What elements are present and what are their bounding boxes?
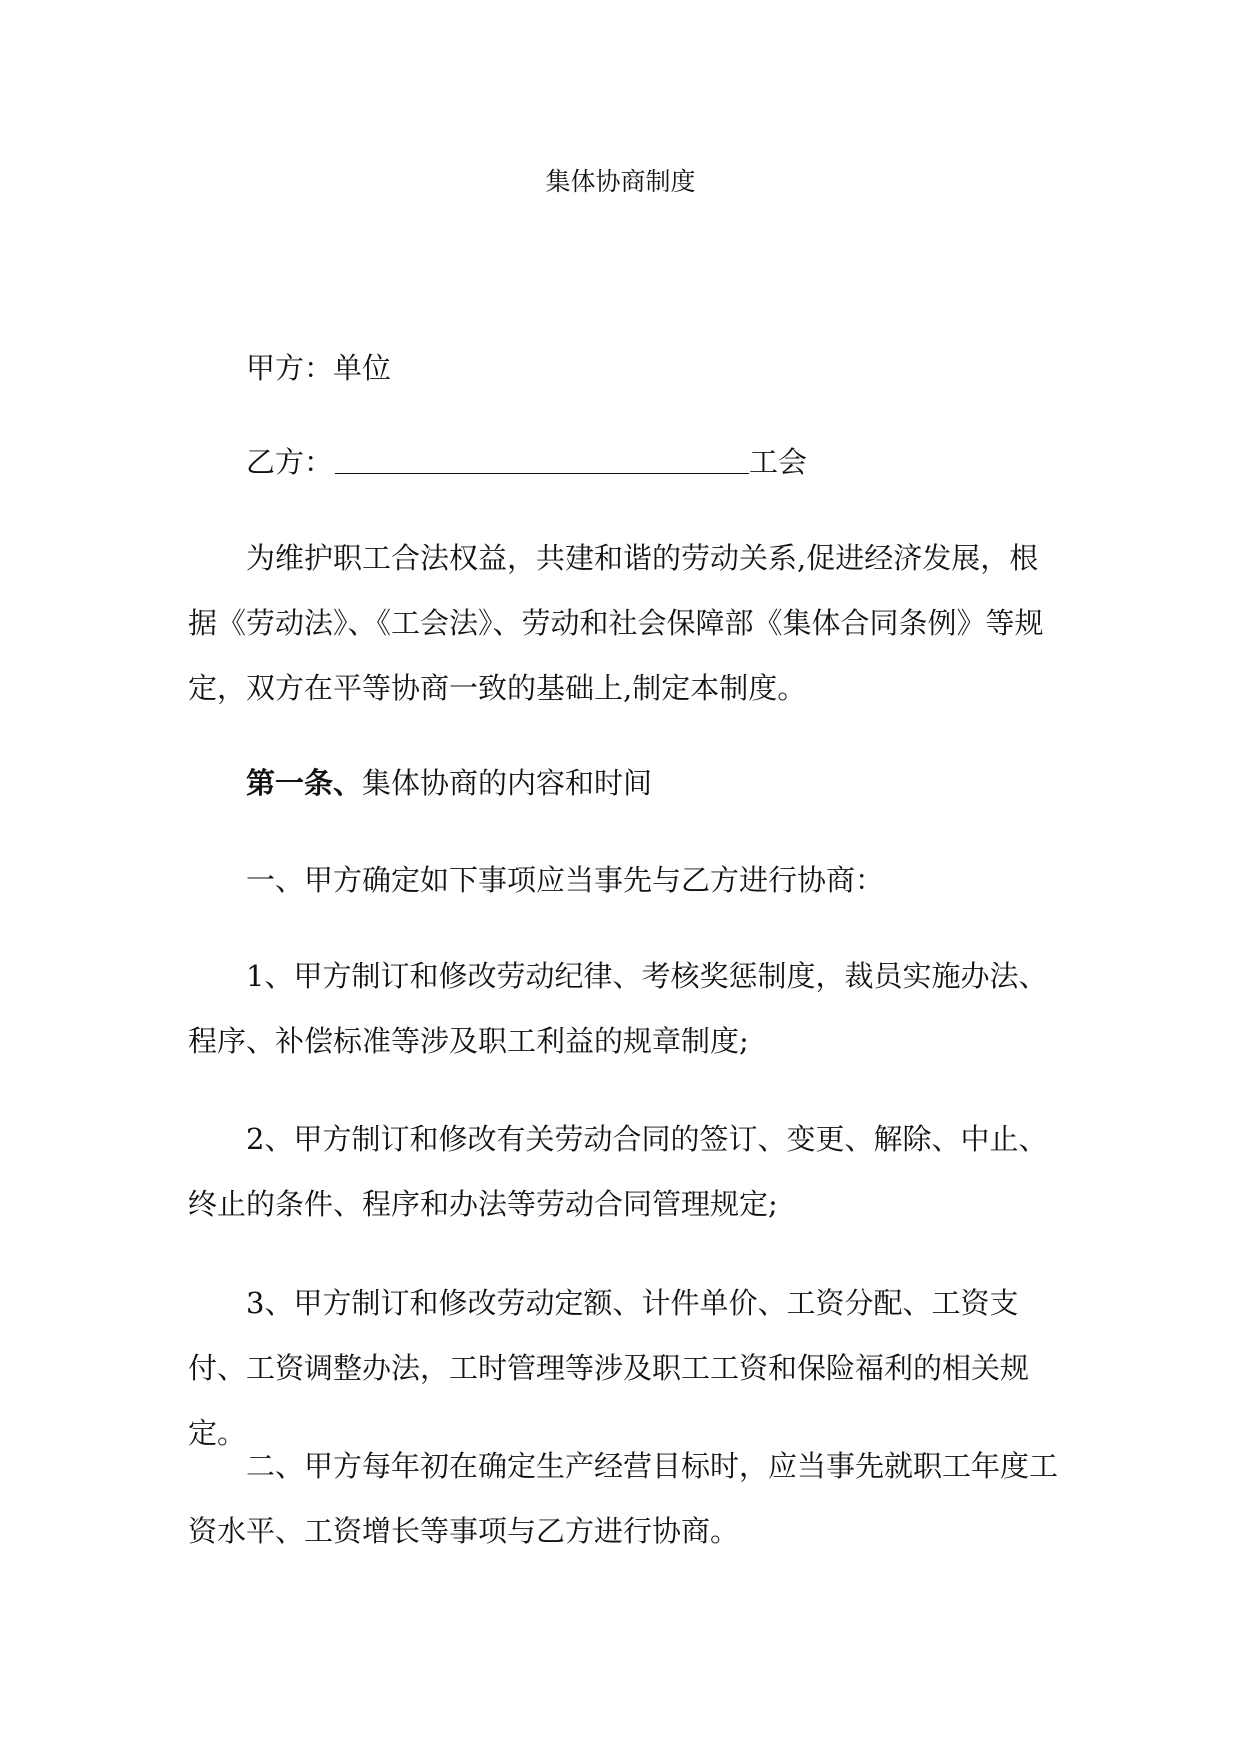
- article-1-heading: [188, 751, 1058, 816]
- preamble-paragraph: 为维护职工合法权益，共建和谐的劳动关系,促进经济发展，根据《劳动法》、《工会法》、劳动和社会保障部《集体合同条例》等规定，双方在平等协商一致的基础上,制定本制度。: [188, 541, 1044, 705]
- party-b-line: [188, 430, 1058, 495]
- article-1-title: 集体协商的内容和时间: [362, 766, 653, 800]
- section-1-paragraph: 一、甲方确定如下事项应当事先与乙方进行协商：: [246, 863, 885, 897]
- party-b-suffix: 工会: [749, 445, 808, 479]
- article-1-number: 第一条、: [246, 766, 363, 800]
- document-title: 集体协商制度: [545, 167, 696, 196]
- item-1-paragraph: 1、甲方制订和修改劳动纪律、考核奖惩制度，裁员实施办法、程序、补偿标准等涉及职工利益的规章制度;: [188, 959, 1048, 1058]
- party-a-line: 甲方：单位: [246, 351, 392, 385]
- section-2-paragraph: 二、甲方每年初在确定生产经营目标时，应当事先就职工年度工资水平、工资增长等事项与乙方进行协商。: [188, 1449, 1059, 1548]
- item-2-paragraph: 2、甲方制订和修改有关劳动合同的签订、变更、解除、中止、终止的条件、程序和办法等劳动合同管理规定;: [188, 1122, 1048, 1221]
- party-b-prefix: 乙方：: [246, 445, 334, 479]
- item-3-paragraph: 3、甲方制订和修改劳动定额、计件单价、工资分配、工资支付、工资调整办法，工时管理等涉及职工工资和保险福利的相关规定。: [188, 1286, 1030, 1450]
- party-b-blank-field: [335, 443, 749, 474]
